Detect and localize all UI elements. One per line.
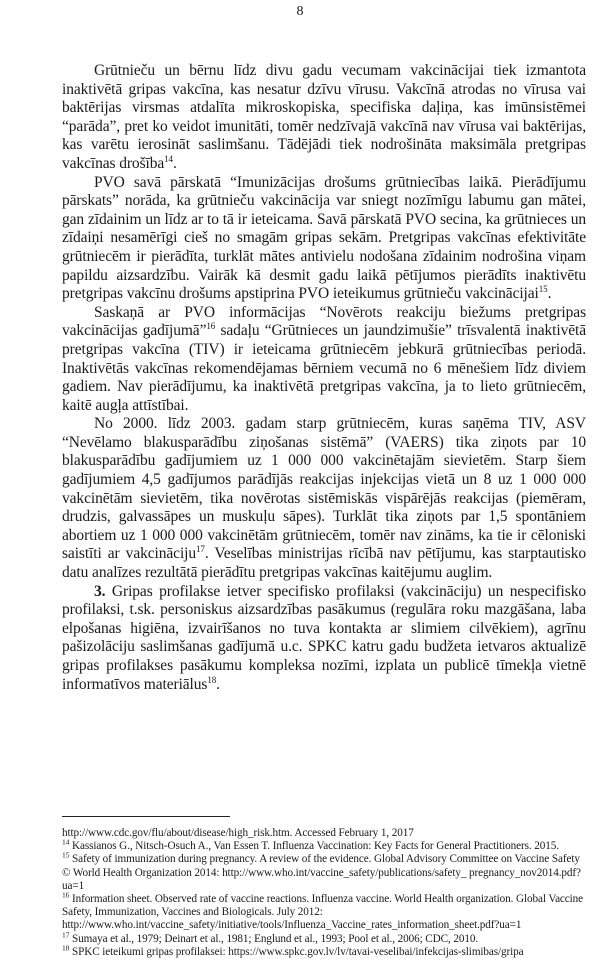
footnote-number: 14	[62, 837, 70, 847]
footnote-number: 15	[62, 850, 70, 860]
footnote-text: Information sheet. Observed rate of vaccine reactions. Influenza vaccine. World Health organization. Global Vaccine Safety, Immunization, Vaccines and Biologicals. July 2012: http://www.who.int/vaccine_safety/initiative/tools/Influenza_Vaccine_rates_information_sheet.pdf?ua=1	[62, 893, 584, 932]
footnote-ref: 18	[207, 674, 217, 685]
footnote-15	[62, 850, 586, 893]
footnote-text: http://www.cdc.gov/flu/about/disease/high_risk.htm. Accessed February 1, 2017	[62, 827, 414, 839]
paragraph-text-cont: sadaļu “Grūtnieces un jaundzimušie” trīsvalentā inaktivētā pretgripas vakcīna (TIV) ir ieteicama grūtniecēm jebkurā grūtniecības periodā. Inaktivētās vakcīnas rekomendējamas bērniem vecumā no 6 mēnešiem līdz diviem gadiem. Nav pierādījumu, ka inaktivētā pretgripas vakcīna, ja to lieto grūtniecēm, kaitē augļa attīstībai.	[62, 322, 586, 414]
footnote-14	[62, 837, 586, 853]
paragraph-tail: .	[172, 154, 177, 172]
footnotes	[62, 816, 586, 959]
footnote-text: Safety of immunization during pregnancy. A review of the evidence. Global Advisory Committee on Vaccine Safety © World Health Organization 2014: http://www.who.int/vaccine_safety/publications/safety_ pregnancy_nov2014.pdf?ua=1	[62, 853, 581, 892]
paragraph-text: No 2000. līdz 2003. gadam starp grūtniecēm, kuras saņēma TIV, ASV “Nevēlamo blakusparādību ziņošanas sistēmā” (VAERS) tika ziņots par 10 blakusparādību gadījumiem uz 1 000 000 vakcinētajām sievietēm. Starp šiem gadījumiem 4,5 gadījumos parādījās reakcijas injekcijas vietā un 8 uz 1 000 000 vakcinētām sievietēm, tika novērotas sistēmiskās vispārējās reakcijas (piemēram, drudzis, galvassāpes un muskuļu sāpes). Turklāt tika ziņots par 1,5 spontāniem abortiem uz 1 000 000 vakcinētām grūtniecēm, tomēr nav zināms, ka tie ir cēloniski saistīti ar vakcināciju	[62, 415, 586, 563]
footnote-ref: 14	[164, 153, 173, 164]
paragraph-1	[62, 62, 586, 174]
footnote-number: 18	[62, 943, 70, 953]
paragraph-text: Gripas profilakse ietver specifisko profilaksi (vakcināciju) un nespecifisko profilaksi, t.sk. personiskus aizsardzības pasākumus (regulāra roku mazgāšana, laba elpošanas higiēna, izvairīšanos no tuva kontakta ar slimiem cilvēkiem), agrīnu pašizolāciju saslimšanas gadījumā u.c. SPKC katru gadu budžeta ietvaros aktualizē gripas profilakses pasākumu kompleksa nozīmi, izplata un publicē tīmekļa vietnē informatīvos materiālus	[62, 582, 586, 693]
paragraph-5	[62, 583, 586, 695]
footnote-17	[62, 929, 586, 946]
paragraph-tail: .	[547, 285, 552, 303]
paragraph-tail: .	[216, 675, 220, 693]
footnote-number: 17	[62, 929, 70, 939]
footnote-number: 16	[62, 890, 70, 900]
footnote-16	[62, 890, 586, 933]
paragraph-text: Grūtnieču un bērnu līdz divu gadu vecumam vakcinācijai tiek izmantota inaktivētā gripas vakcīna, kas nesatur dzīvu vīrusu. Vakcīnā atrodas no vīrusa vai baktērijas virsmas atdalīta mikroskopiska, specifiska daļiņa, kas imūnsistēmei “parāda”, pret ko veidot imunitāti, tomēr nedzīvajā vakcīnā nav vīrusa vai baktērijas, kas varētu ierosināt saslimšanu. Tādējādi tiek nodrošināta maksimāla pretgripas vakcīnas drošība	[62, 62, 586, 172]
footnote-ref: 16	[206, 321, 216, 332]
body-text	[62, 62, 586, 694]
footnote-text: SPKC ieteikumi gripas profilaksei: https://www.spkc.gov.lv/lv/tavai-veselibai/infekcijas-slimibas/gripa	[69, 945, 524, 958]
footnote-ref: 15	[538, 283, 548, 294]
footnote-separator	[62, 816, 230, 817]
footnote-text: Sumaya et al., 1979; Deinart et al., 1981; Englund et al., 1993; Pool et al., 2006; CDC, 2010.	[69, 932, 479, 945]
footnote-ref: 17	[196, 544, 205, 555]
footnote-13	[62, 827, 586, 840]
footnote-text: Kassianos G., Nitsch-Osuch A., Van Essen T. Influenza Vaccination: Key Facts for General Practitioners. 2015.	[69, 840, 559, 853]
section-number: 3.	[94, 582, 106, 600]
paragraph-text: Saskaņā ar PVO informācijas “Novērots reakciju biežums pretgripas vakcinācijas gadījumā”	[62, 303, 586, 340]
page-number: 8	[296, 4, 304, 19]
paragraph-4	[62, 415, 586, 582]
paragraph-text: PVO savā pārskatā “Imunizācijas drošums grūtniecības laikā. Pierādījumu pārskats” norāda, ka grūtnieču vakcinācija var sniegt nozīmīgu labumu gan mātei, gan zīdainim un līdz ar to tā ir ieteicama. Savā pārskatā PVO secina, ka grūtnieces un zīdaiņi nesamērīgi cieš no smagām gripas sekām. Pretgripas vakcīnas efektivitāte grūtniecēm ir pierādīta, turklāt mātes antivielu nodošana zīdainim nodrošina viņam papildu aizsardzību. Vairāk kā desmit gadu laikā pētījumos pierādīts inaktivētu pretgripas vakcīnu drošums apstiprina PVO ieteikumus grūtnieču vakcinācijai	[62, 173, 586, 303]
paragraph-3	[62, 304, 586, 416]
paragraph-text-cont: . Veselības ministrijas rīcībā nav pētījumu, kas starptautisko datu analīzes rezultātā pierādītu pretgripas vakcīnas kaitējumu auglim.	[62, 545, 587, 582]
paragraph-2	[62, 174, 586, 304]
